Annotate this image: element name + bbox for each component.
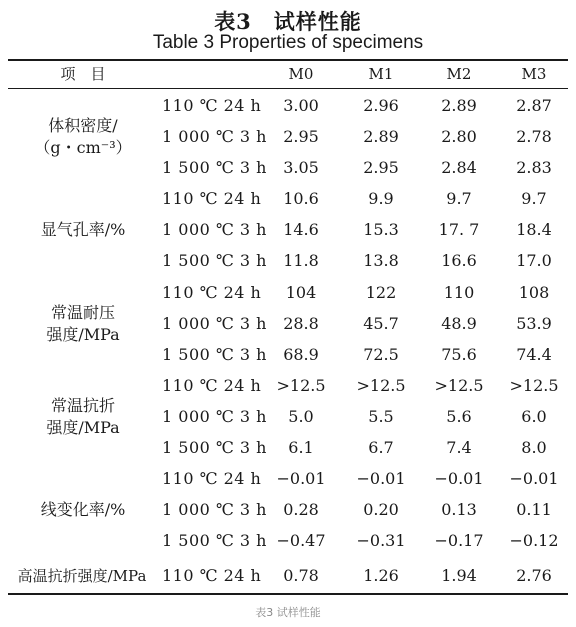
value-cell-m3: 2.87 (516, 96, 552, 115)
header-rule (8, 88, 568, 89)
condition-cell: 110 ℃ 24 h (162, 283, 262, 302)
condition-cell: 1 500 ℃ 3 h (162, 345, 267, 364)
value-cell-m3: 0.11 (516, 500, 552, 519)
value-cell-m1: 2.96 (363, 96, 399, 115)
value-cell-m0: 0.28 (283, 500, 319, 519)
value-cell-m0: 10.6 (283, 189, 319, 208)
property-label: 常温耐压 (50, 303, 115, 322)
value-cell-m2: >12.5 (434, 376, 484, 395)
bottom-rule (8, 593, 568, 595)
header-col-m1: M1 (368, 65, 394, 83)
value-cell-m1: 13.8 (363, 251, 399, 270)
value-cell-m2: 75.6 (441, 345, 477, 364)
header-col-m2: M2 (446, 65, 472, 83)
condition-cell: 1 500 ℃ 3 h (162, 158, 267, 177)
value-cell-m0: 14.6 (283, 220, 319, 239)
value-cell-m1: 5.5 (368, 407, 394, 426)
value-cell-m3: 2.78 (516, 127, 552, 146)
value-cell-m3: 74.4 (516, 345, 552, 364)
top-rule (8, 59, 568, 61)
condition-cell: 1 500 ℃ 3 h (162, 531, 267, 550)
condition-cell: 1 000 ℃ 3 h (162, 407, 267, 426)
property-label: 体积密度/ (48, 116, 118, 135)
header-col-m0: M0 (288, 65, 314, 83)
property-label: 高温抗折强度/MPa (17, 567, 147, 585)
property-label: 常温抗折 (50, 396, 115, 415)
value-cell-m2: 2.80 (441, 127, 477, 146)
value-cell-m0: 68.9 (283, 345, 319, 364)
value-cell-m3: 53.9 (516, 314, 552, 333)
value-cell-m2: −0.01 (434, 469, 484, 488)
value-cell-m2: 0.13 (441, 500, 477, 519)
condition-cell: 110 ℃ 24 h (162, 189, 262, 208)
value-cell-m3: 9.7 (521, 189, 547, 208)
table-title-chinese: 表3 试样性能 (214, 9, 362, 34)
value-cell-m1: 15.3 (363, 220, 399, 239)
value-cell-m0: 5.0 (288, 407, 314, 426)
value-cell-m0: 11.8 (283, 251, 319, 270)
header-col-m3: M3 (521, 65, 547, 83)
condition-cell: 110 ℃ 24 h (162, 566, 262, 585)
value-cell-m1: 2.89 (363, 127, 399, 146)
value-cell-m0: 3.05 (283, 158, 319, 177)
value-cell-m1: 9.9 (368, 189, 394, 208)
value-cell-m3: 6.0 (521, 407, 547, 426)
property-label: 线变化率/% (40, 500, 126, 519)
value-cell-m3: 108 (518, 283, 550, 302)
value-cell-m3: −0.01 (509, 469, 559, 488)
value-cell-m1: >12.5 (356, 376, 406, 395)
value-cell-m0: >12.5 (276, 376, 326, 395)
value-cell-m3: 8.0 (521, 438, 547, 457)
value-cell-m0: 28.8 (283, 314, 319, 333)
value-cell-m3: 2.83 (516, 158, 552, 177)
value-cell-m2: 2.89 (441, 96, 477, 115)
value-cell-m1: 2.95 (363, 158, 399, 177)
value-cell-m2: 2.84 (441, 158, 477, 177)
value-cell-m0: −0.01 (276, 469, 326, 488)
header-item: 项 目 (60, 65, 106, 83)
condition-cell: 110 ℃ 24 h (162, 96, 262, 115)
value-cell-m2: 16.6 (441, 251, 477, 270)
value-cell-m3: >12.5 (509, 376, 559, 395)
table-title-english: Table 3 Properties of specimens (152, 32, 424, 53)
value-cell-m0: 104 (285, 283, 317, 302)
condition-cell: 110 ℃ 24 h (162, 376, 262, 395)
value-cell-m2: 5.6 (446, 407, 472, 426)
value-cell-m2: 110 (443, 283, 475, 302)
value-cell-m1: 0.20 (363, 500, 399, 519)
value-cell-m1: 45.7 (363, 314, 399, 333)
property-label: （g・cm⁻³） (34, 138, 132, 157)
value-cell-m0: 0.78 (283, 566, 319, 585)
condition-cell: 110 ℃ 24 h (162, 469, 262, 488)
value-cell-m3: 18.4 (516, 220, 552, 239)
value-cell-m3: 2.76 (516, 566, 552, 585)
condition-cell: 1 500 ℃ 3 h (162, 438, 267, 457)
value-cell-m1: 122 (365, 283, 397, 302)
image-caption: 表3 试样性能 (255, 606, 321, 619)
property-label: 显气孔率/% (40, 220, 126, 239)
value-cell-m2: 7.4 (446, 438, 472, 457)
value-cell-m1: 6.7 (368, 438, 394, 457)
value-cell-m2: 1.94 (441, 566, 477, 585)
value-cell-m1: 1.26 (363, 566, 399, 585)
value-cell-m2: 17. 7 (438, 220, 480, 239)
value-cell-m1: −0.31 (356, 531, 406, 550)
value-cell-m1: 72.5 (363, 345, 399, 364)
condition-cell: 1 000 ℃ 3 h (162, 127, 267, 146)
value-cell-m2: −0.17 (434, 531, 484, 550)
value-cell-m3: 17.0 (516, 251, 552, 270)
value-cell-m0: −0.47 (276, 531, 326, 550)
condition-cell: 1 500 ℃ 3 h (162, 251, 267, 270)
condition-cell: 1 000 ℃ 3 h (162, 500, 267, 519)
property-label: 强度/MPa (46, 418, 120, 437)
condition-cell: 1 000 ℃ 3 h (162, 314, 267, 333)
value-cell-m0: 3.00 (283, 96, 319, 115)
value-cell-m0: 2.95 (283, 127, 319, 146)
value-cell-m0: 6.1 (288, 438, 314, 457)
property-label: 强度/MPa (46, 325, 120, 344)
value-cell-m2: 48.9 (441, 314, 477, 333)
value-cell-m2: 9.7 (446, 189, 472, 208)
condition-cell: 1 000 ℃ 3 h (162, 220, 267, 239)
value-cell-m1: −0.01 (356, 469, 406, 488)
value-cell-m3: −0.12 (509, 531, 559, 550)
